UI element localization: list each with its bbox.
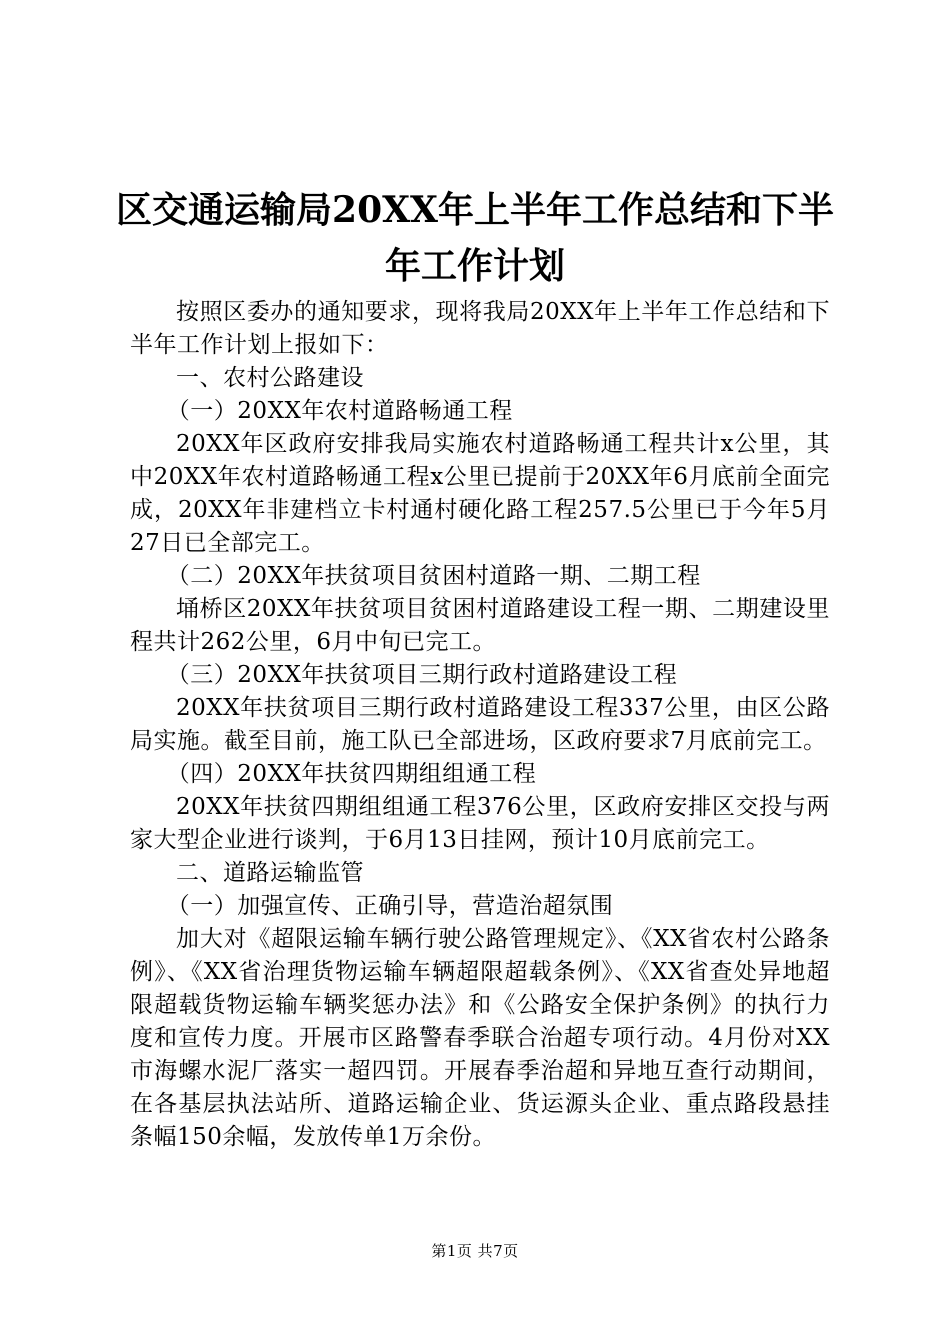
page-footer: 第1页 共7页 (431, 1242, 519, 1260)
section-heading-transport-supervision: 二、道路运输监管 (176, 860, 364, 886)
document-body (130, 296, 830, 1154)
intro-paragraph: 按照区委办的通知要求，现将我局20XX年上半年工作总结和下半年工作计划上报如下： (130, 299, 830, 358)
subsection-heading-3: （三）20XX年扶贫项目三期行政村道路建设工程 (166, 662, 678, 688)
paragraph-poverty-phase-1-2: 埇桥区20XX年扶贫项目贫困村道路建设工程一期、二期建设里程共计262公里，6月中旬已完工。 (130, 596, 830, 655)
paragraph-poverty-phase-4: 20XX年扶贫四期组组通工程376公里，区政府安排区交投与两家大型企业进行谈判，于6月13日挂网，预计10月底前完工。 (130, 794, 830, 853)
subsection-heading-1: （一）20XX年农村道路畅通工程 (166, 398, 513, 424)
subsection-heading-publicity: （一）加强宣传、正确引导，营造治超氛围 (166, 893, 614, 919)
subsection-heading-4: （四）20XX年扶贫四期组组通工程 (166, 761, 537, 787)
paragraph-poverty-phase-3: 20XX年扶贫项目三期行政村道路建设工程337公里，由区公路局实施。截至目前，施工队已全部进场，区政府要求7月底前完工。 (130, 695, 830, 754)
document-title-line-1: 区交通运输局20XX年上半年工作总结和下半 (116, 189, 834, 231)
paragraph-publicity: 加大对《超限运输车辆行驶公路管理规定》、《XX省农村公路条例》、《XX省治理货物运输车辆超限超载条例》、《XX省查处异地超限超载货物运输车辆奖惩办法》和《公路安全保护条例》的执行力度和宣传力度。开展市区路警春季联合治超专项行动。4月份对XX市海螺水泥厂落实一超四罚。开展春季治超和异地互查行动期间，在各基层执法站所、道路运输企业、货运源头企业、重点路段悬挂条幅150余幅，发放传单1万余份。 (130, 926, 830, 1150)
section-heading-rural-roads: 一、农村公路建设 (176, 365, 364, 391)
paragraph-road-project: 20XX年区政府安排我局实施农村道路畅通工程共计x公里，其中20XX年农村道路畅通工程x公里已提前于20XX年6月底前全面完成，20XX年非建档立卡村通村硬化路工程257.5公里已于今年5月27日已全部完工。 (130, 431, 830, 556)
document-title-line-2: 年工作计划 (384, 245, 565, 287)
subsection-heading-2: （二）20XX年扶贫项目贫困村道路一期、二期工程 (166, 563, 701, 589)
